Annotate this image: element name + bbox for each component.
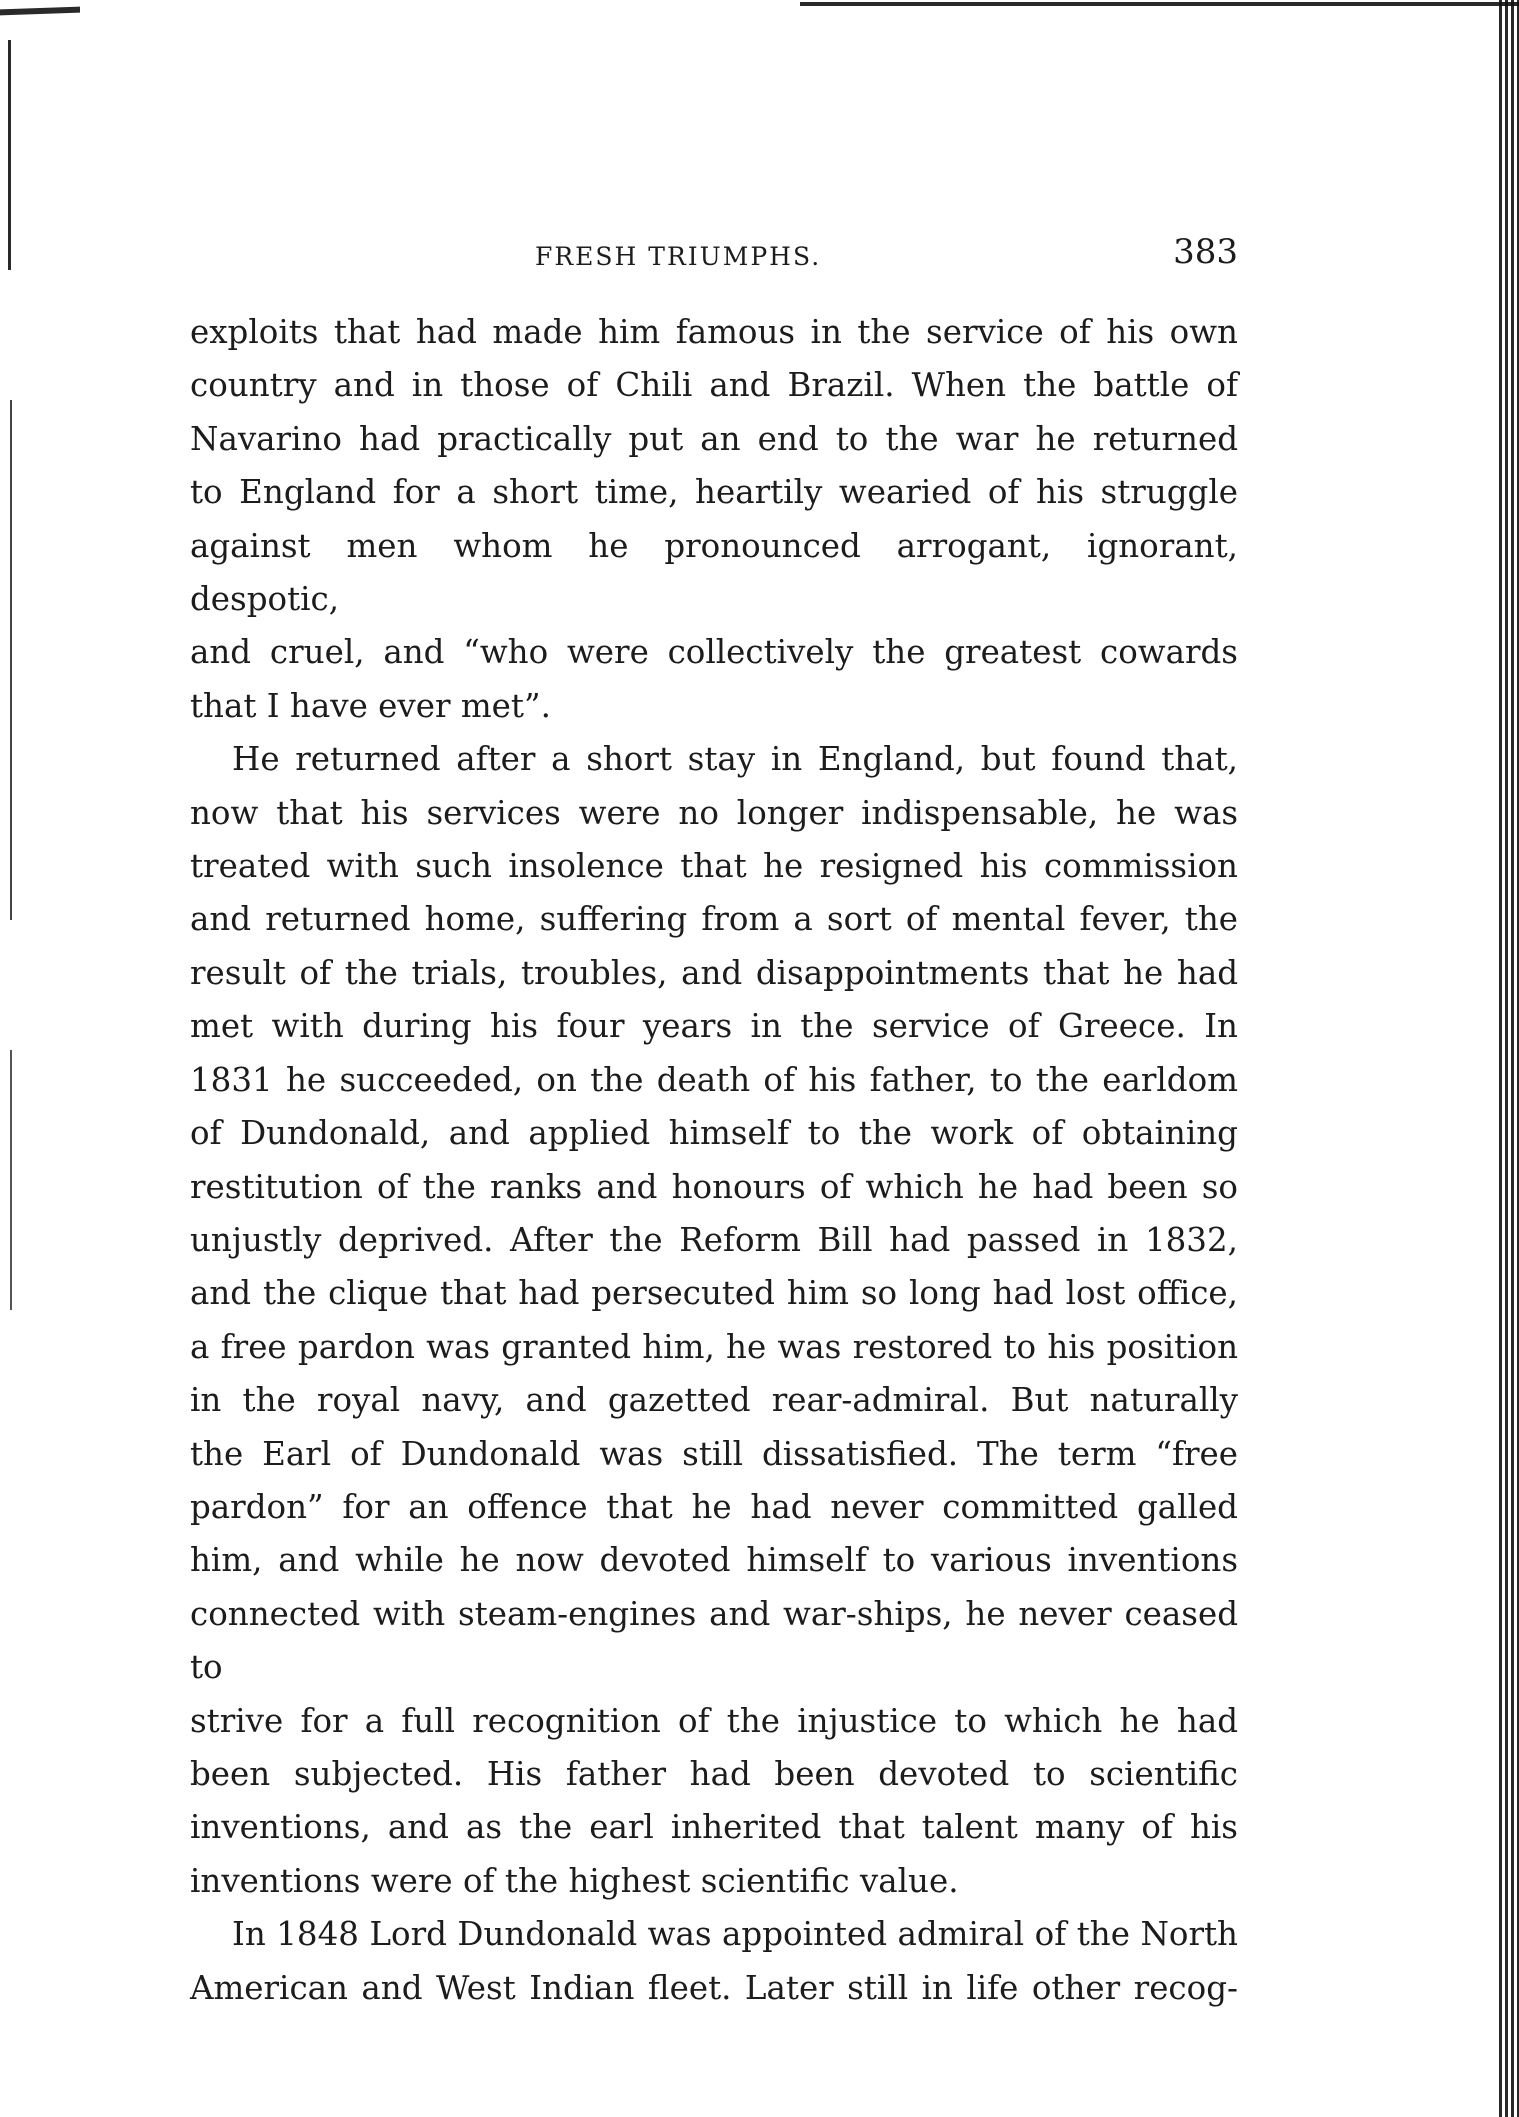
text-line: He returned after a short stay in England, but found that, (232, 740, 1238, 779)
text-line: and returned home, suffering from a sort of mental fever, the (190, 900, 1238, 939)
text-line: American and West Indian fleet. Later still in life other recog- (190, 1968, 1238, 2007)
text-line: and the clique that had persecuted him so long had lost office, (190, 1274, 1238, 1313)
scan-edge-mark-left-lower (10, 400, 12, 1700)
running-title: FRESH TRIUMPHS. (535, 242, 822, 271)
text-line: strive for a full recognition of the injustice to which he had (190, 1701, 1238, 1740)
text-line: In 1848 Lord Dundonald was appointed admiral of the North (232, 1915, 1238, 1954)
text-line: inventions were of the highest scientific value. (190, 1861, 959, 1900)
running-head (190, 232, 1238, 282)
text-line: restitution of the ranks and honours of which he had been so (190, 1167, 1238, 1206)
text-line: been subjected. His father had been devoted to scientific (190, 1754, 1238, 1793)
text-line: him, and while he now devoted himself to various inventions (190, 1541, 1238, 1580)
body-text (190, 306, 1238, 2015)
text-line: connected with steam-engines and war-ships, he never ceased to (190, 1594, 1238, 1687)
text-line: exploits that had made him famous in the service of his own (190, 313, 1238, 351)
scan-edge-mark-left (8, 40, 11, 270)
text-line: result of the trials, troubles, and disappointments that he had (190, 953, 1238, 992)
text-line: pardon” for an offence that he had never committed galled (190, 1487, 1238, 1526)
text-line: inventions, and as the earl inherited that talent many of his (190, 1808, 1238, 1847)
scan-edge-mark-left-top (0, 7, 80, 16)
text-line: country and in those of Chili and Brazil. When the battle of (190, 366, 1238, 405)
scan-edge-mark-top (800, 2, 1519, 6)
text-line: unjustly deprived. After the Reform Bill had passed in 1832, (190, 1220, 1238, 1259)
text-line: now that his services were no longer indispensable, he was (190, 793, 1238, 832)
text-line: against men whom he pronounced arrogant, ignorant, despotic, (190, 526, 1238, 619)
text-line: a free pardon was granted him, he was restored to his position (190, 1327, 1238, 1366)
text-line: that I have ever met”. (190, 686, 551, 725)
text-line: of Dundonald, and applied himself to the work of obtaining (190, 1114, 1238, 1153)
text-line: 1831 he succeeded, on the death of his father, to the earldom (190, 1060, 1238, 1099)
text-line: Navarino had practically put an end to the war he returned (190, 419, 1238, 458)
text-line: in the royal navy, and gazetted rear-admiral. But naturally (190, 1381, 1238, 1420)
text-line: to England for a short time, heartily wearied of his struggle (190, 473, 1238, 512)
text-line: the Earl of Dundonald was still dissatisfied. The term “free (190, 1434, 1238, 1473)
text-line: and cruel, and “who were collectively the greatest cowards (190, 633, 1238, 672)
scan-edge-mark-right (1499, 0, 1519, 2117)
page-number: 383 (1173, 232, 1238, 272)
text-line: met with during his four years in the service of Greece. In (190, 1007, 1238, 1046)
text-line: treated with such insolence that he resigned his commission (190, 847, 1238, 886)
